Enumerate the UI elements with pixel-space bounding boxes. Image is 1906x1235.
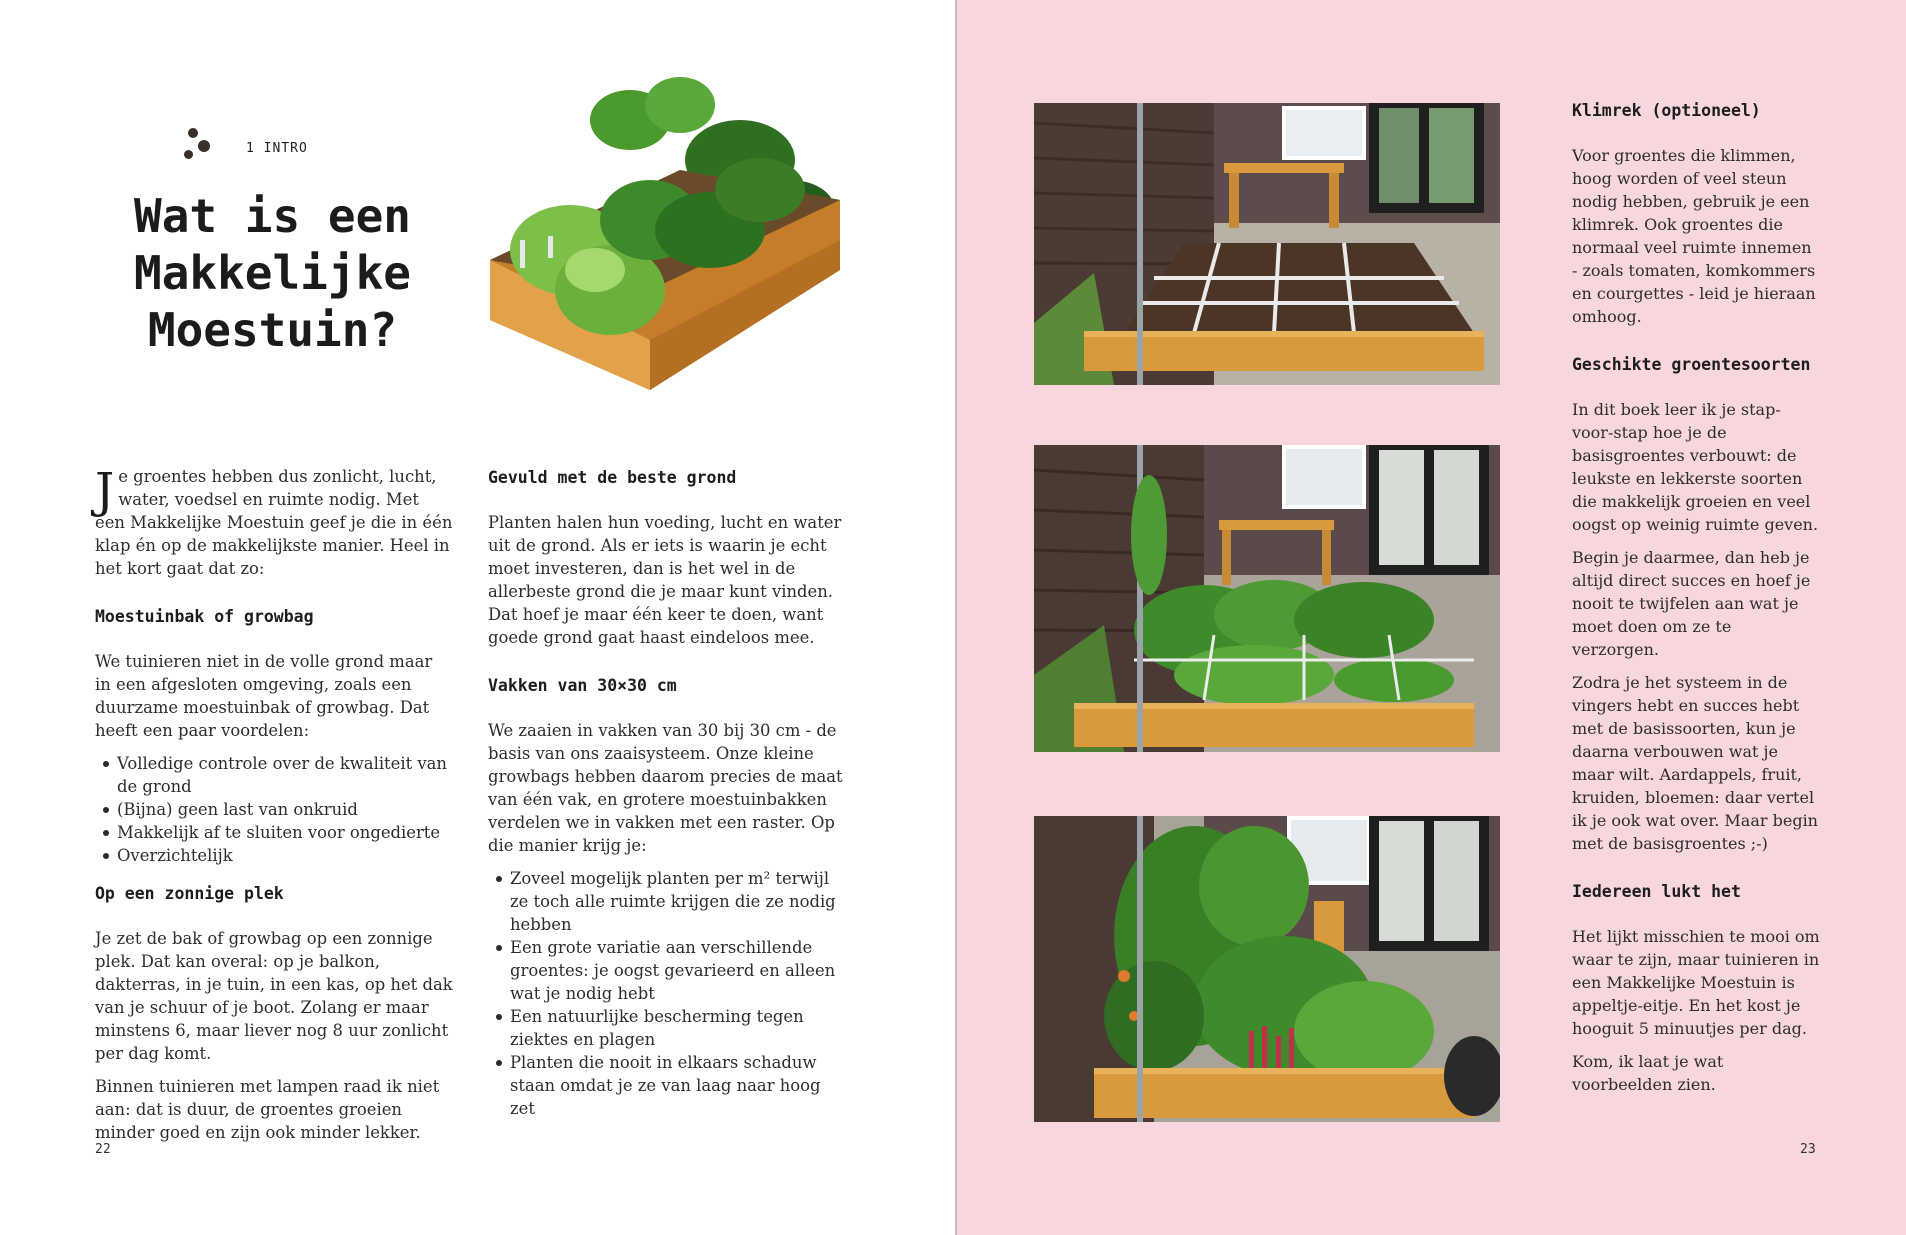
- photo-growing-planter: [1034, 445, 1500, 752]
- left-column-2: [488, 465, 848, 1130]
- klimrek-text: Voor groentes die klimmen, hoog worden of veel steun nodig hebben, gebruik je een klimrek. Ook groentes die normaal veel ruimte innemen - zoals tomaten, komkommers en courgettes - leid je hieraan omhoog.: [1572, 146, 1816, 326]
- groentesoorten-text-3: Zodra je het systeem in de vingers hebt en succes hebt met de basissoorten, kun je daarna verbouwen wat je maar wilt. Aardappels, fruit, kruiden, bloemen: daar vertel ik je ook wat over. Maar begin met de basisgroentes ;-): [1572, 673, 1818, 853]
- page-title: Wat is een Makkelijke Moestuin?: [134, 189, 411, 357]
- dropcap: J: [95, 463, 115, 519]
- book-gutter: [955, 0, 957, 1235]
- chapter-label: 1 INTRO: [246, 141, 308, 156]
- list-item: (Bijna) geen last van onkruid: [95, 798, 453, 821]
- photo-empty-planter: [1034, 103, 1500, 385]
- vakken-list: [488, 867, 848, 1120]
- heading-groentesoorten: Geschikte groentesoorten: [1572, 355, 1811, 374]
- beste-grond-text: Planten halen hun voeding, lucht en water uit de grond. Als er iets is waarin je echt moet investeren, dan is het wel in de allerbeste grond die je maar kunt vinden. Dat hoef je maar één keer te doen, want goede grond gaat haast eindeloos mee.: [488, 513, 842, 647]
- list-item: Een natuurlijke bescherming tegen ziektes en plagen: [488, 1005, 848, 1051]
- heading-klimrek: Klimrek (optioneel): [1572, 101, 1761, 120]
- vakken-text: We zaaien in vakken van 30 bij 30 cm - de basis van ons zaaisysteem. Onze kleine growbags hebben daarom precies de maat van één vak, en grotere moestuinbakken verdelen we in vakken met een raster. Op die manier krijg je:: [488, 721, 843, 855]
- list-item: Planten die nooit in elkaars schaduw staan omdat je ze van laag naar hoog zet: [488, 1051, 848, 1120]
- heading-iedereen: Iedereen lukt het: [1572, 882, 1741, 901]
- voordelen-list: [95, 752, 453, 867]
- left-column-1: [95, 465, 453, 1154]
- list-item: Zoveel mogelijk planten per m² terwijl ze toch alle ruimte krijgen die ze nodig hebben: [488, 867, 848, 936]
- heading-beste-grond: Gevuld met de beste grond: [488, 468, 737, 487]
- heading-vakken: Vakken van 30×30 cm: [488, 676, 677, 695]
- list-item: Overzichtelijk: [95, 844, 453, 867]
- right-column: [1572, 100, 1820, 1106]
- heading-zonnige-plek: Op een zonnige plek: [95, 884, 284, 903]
- list-item: Een grote variatie aan verschillende groentes: je oogst gevarieerd en alleen wat je nodig hebt: [488, 936, 848, 1005]
- iedereen-text-1: Het lijkt misschien te mooi om waar te zijn, maar tuinieren in een Makkelijke Moestuin is appeltje-eitje. En het kost je hooguit 5 minuutjes per dag.: [1572, 927, 1820, 1038]
- photo-full-planter: [1034, 816, 1500, 1122]
- page-number-left: 22: [95, 1142, 111, 1157]
- heading-moestuinbak: Moestuinbak of growbag: [95, 607, 314, 626]
- zonnige-plek-text-1: Je zet de bak of growbag op een zonnige plek. Dat kan overal: op je balkon, dakterras, in je tuin, in een kas, op het dak van je schuur of je boot. Zolang er maar minstens 6, maar liever nog 8 uur zonlicht per dag komt.: [95, 929, 453, 1063]
- groentesoorten-text-1: In dit boek leer ik je stap-voor-stap hoe je de basisgroentes verbouwt: de leukste en lekkerste soorten die makkelijk groeien en veel oogst op weinig ruimte geven.: [1572, 400, 1819, 534]
- list-item: Makkelijk af te sluiten voor ongedierte: [95, 821, 453, 844]
- chapter-dots-icon: [184, 128, 212, 162]
- zonnige-plek-text-2: Binnen tuinieren met lampen raad ik niet aan: dat is duur, de groentes groeien minder goed en zijn ook minder lekker.: [95, 1077, 440, 1142]
- list-item: Volledige controle over de kwaliteit van de grond: [95, 752, 453, 798]
- moestuinbak-text: We tuinieren niet in de volle grond maar in een afgesloten omgeving, zoals een duurzame moestuinbak of growbag. Dat heeft een paar voordelen:: [95, 652, 433, 740]
- planter-illustration: [480, 60, 860, 430]
- intro-paragraph: Je groentes hebben dus zonlicht, lucht, water, voedsel en ruimte nodig. Met een Makkelijke Moestuin geef je die in één klap én op de makkelijkste manier. Heel in het kort gaat dat zo:: [95, 463, 453, 578]
- groentesoorten-text-2: Begin je daarmee, dan heb je altijd direct succes en hoef je nooit te twijfelen aan wat je moet doen om ze te verzorgen.: [1572, 548, 1811, 659]
- page-number-right: 23: [1800, 1142, 1816, 1157]
- iedereen-text-2: Kom, ik laat je wat voorbeelden zien.: [1572, 1052, 1724, 1094]
